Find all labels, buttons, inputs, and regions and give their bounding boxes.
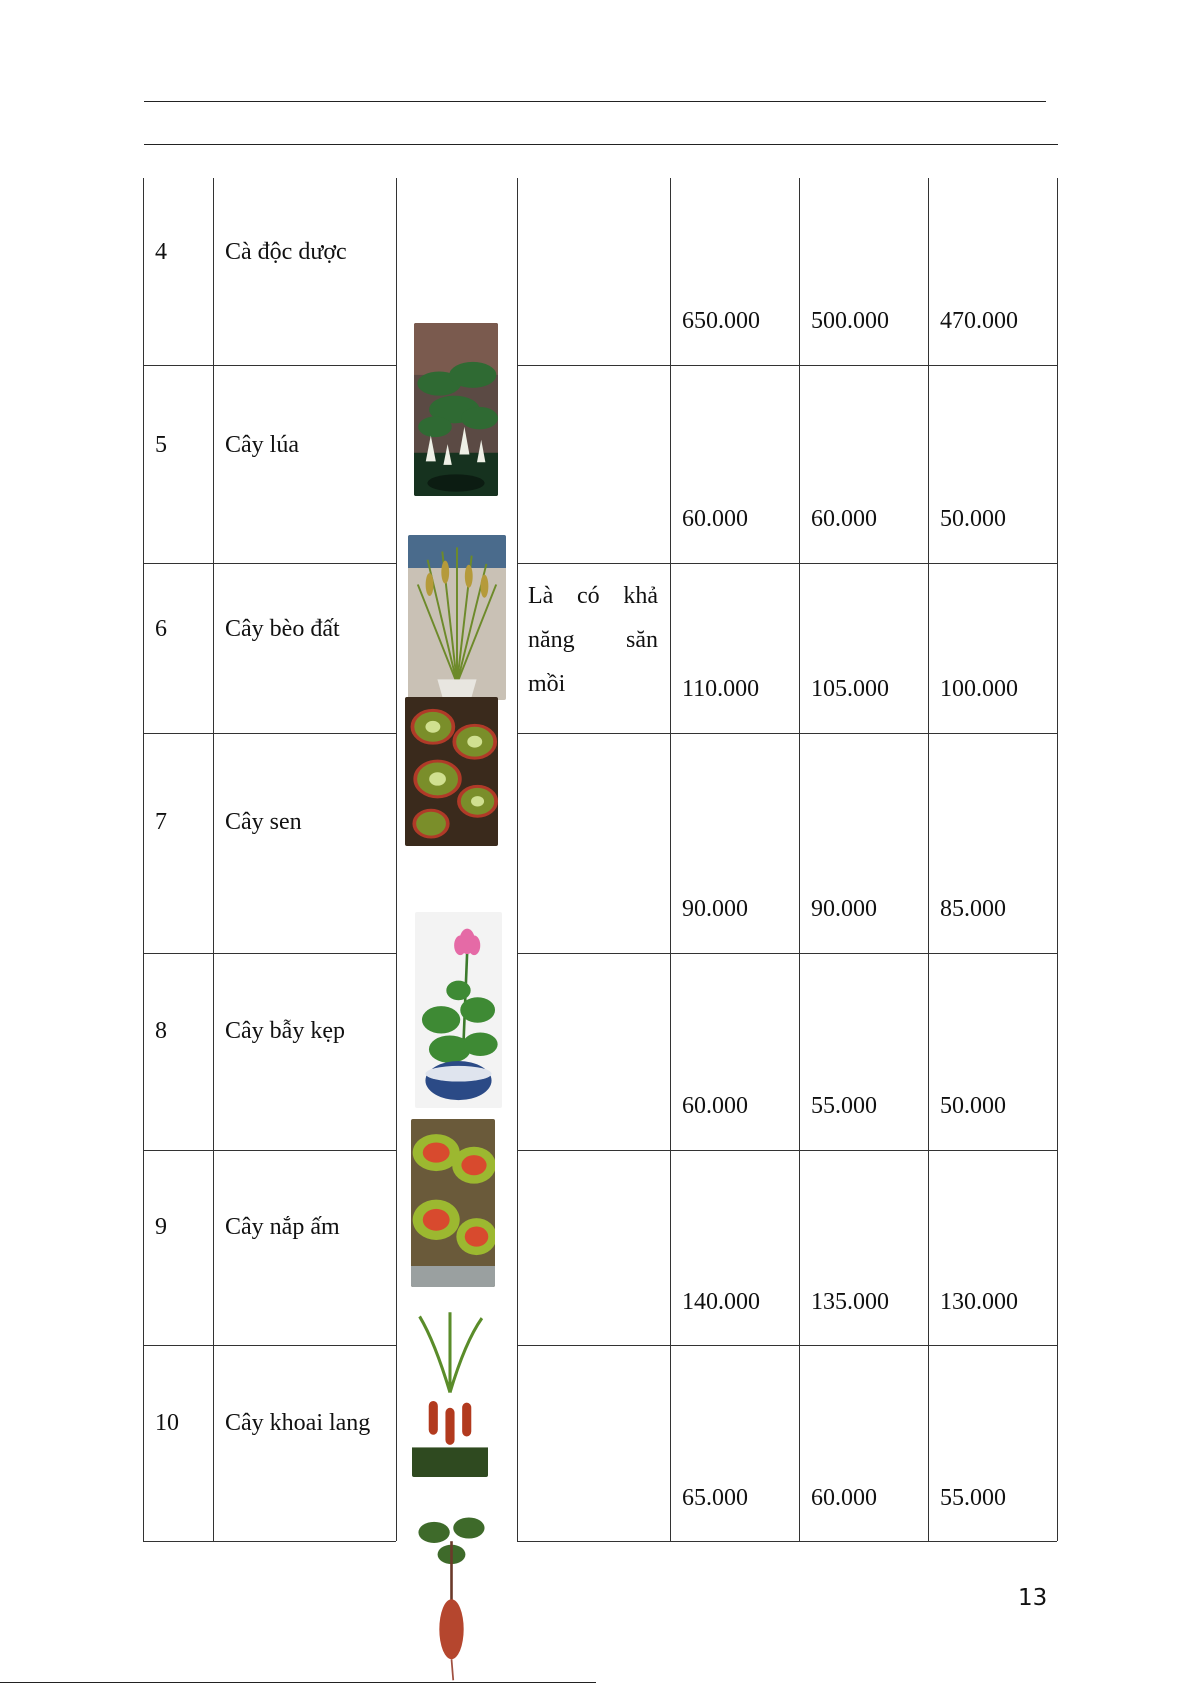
row-divider xyxy=(517,365,1057,366)
row-number: 8 xyxy=(155,1018,167,1044)
price-col-2: 105.000 xyxy=(811,676,889,702)
description-word: khả xyxy=(623,583,658,609)
column-divider xyxy=(517,178,518,1541)
price-col-2: 55.000 xyxy=(811,1093,877,1119)
description-word: năng xyxy=(528,627,575,653)
price-col-1: 110.000 xyxy=(682,676,760,702)
price-col-3: 55.000 xyxy=(940,1485,1006,1511)
price-col-3: 50.000 xyxy=(940,506,1006,532)
price-col-1: 90.000 xyxy=(682,896,748,922)
price-col-3: 470.000 xyxy=(940,308,1018,334)
price-col-2: 500.000 xyxy=(811,308,889,334)
plant-description xyxy=(528,574,658,706)
price-col-1: 65.000 xyxy=(682,1485,748,1511)
row-divider xyxy=(517,563,1057,564)
column-divider xyxy=(799,178,800,1541)
rice-plant-image xyxy=(408,535,506,700)
row-divider xyxy=(143,733,396,734)
row-number: 4 xyxy=(155,239,167,265)
row-number: 10 xyxy=(155,1410,179,1436)
column-divider xyxy=(1057,178,1058,1541)
row-divider xyxy=(143,1345,396,1346)
price-col-3: 85.000 xyxy=(940,896,1006,922)
description-word: mồi xyxy=(528,671,566,697)
column-divider xyxy=(396,178,397,1541)
plant-name: Cà độc dược xyxy=(225,239,347,265)
price-col-1: 650.000 xyxy=(682,308,760,334)
header-rule-top xyxy=(144,101,1046,102)
row-divider xyxy=(517,1150,1057,1151)
row-number: 9 xyxy=(155,1214,167,1240)
plant-name: Cây bèo đất xyxy=(225,616,340,642)
sweet-potato-image xyxy=(408,1506,495,1682)
description-word: săn xyxy=(626,627,658,653)
plant-name: Cây lúa xyxy=(225,432,299,458)
page-number: 13 xyxy=(1018,1585,1048,1611)
lotus-plant-image xyxy=(415,912,502,1108)
row-divider xyxy=(143,953,396,954)
row-number: 6 xyxy=(155,616,167,642)
price-col-3: 100.000 xyxy=(940,676,1018,702)
row-divider xyxy=(517,953,1057,954)
row-number: 7 xyxy=(155,809,167,835)
plant-name: Cây khoai lang xyxy=(225,1410,371,1436)
price-col-1: 140.000 xyxy=(682,1289,760,1315)
price-col-3: 50.000 xyxy=(940,1093,1006,1119)
column-divider xyxy=(213,178,214,1541)
price-col-3: 130.000 xyxy=(940,1289,1018,1315)
datura-plant-image xyxy=(414,323,498,496)
row-number: 5 xyxy=(155,432,167,458)
sundew-plant-image xyxy=(405,697,498,846)
price-col-1: 60.000 xyxy=(682,1093,748,1119)
row-divider xyxy=(517,1541,1057,1542)
row-divider xyxy=(143,1541,396,1542)
description-line xyxy=(528,618,658,662)
price-col-2: 60.000 xyxy=(811,506,877,532)
header-rule-bottom xyxy=(144,144,1058,145)
plant-name: Cây nắp ấm xyxy=(225,1214,340,1240)
row-divider xyxy=(143,563,396,564)
price-col-2: 90.000 xyxy=(811,896,877,922)
row-divider xyxy=(517,1345,1057,1346)
row-divider xyxy=(143,1150,396,1151)
row-divider xyxy=(517,733,1057,734)
column-divider xyxy=(928,178,929,1541)
description-word: có xyxy=(577,583,600,609)
price-col-1: 60.000 xyxy=(682,506,748,532)
pitcher-plant-image xyxy=(412,1308,488,1477)
column-divider xyxy=(670,178,671,1541)
description-word: Là xyxy=(528,583,554,609)
price-col-2: 60.000 xyxy=(811,1485,877,1511)
description-line xyxy=(528,574,658,618)
plant-name: Cây bẫy kẹp xyxy=(225,1018,345,1044)
row-divider xyxy=(143,365,396,366)
price-col-2: 135.000 xyxy=(811,1289,889,1315)
column-divider xyxy=(143,178,144,1541)
venus-flytrap-image xyxy=(411,1119,495,1287)
footer-rule xyxy=(0,1682,596,1683)
description-line xyxy=(528,662,658,706)
plant-name: Cây sen xyxy=(225,809,302,835)
